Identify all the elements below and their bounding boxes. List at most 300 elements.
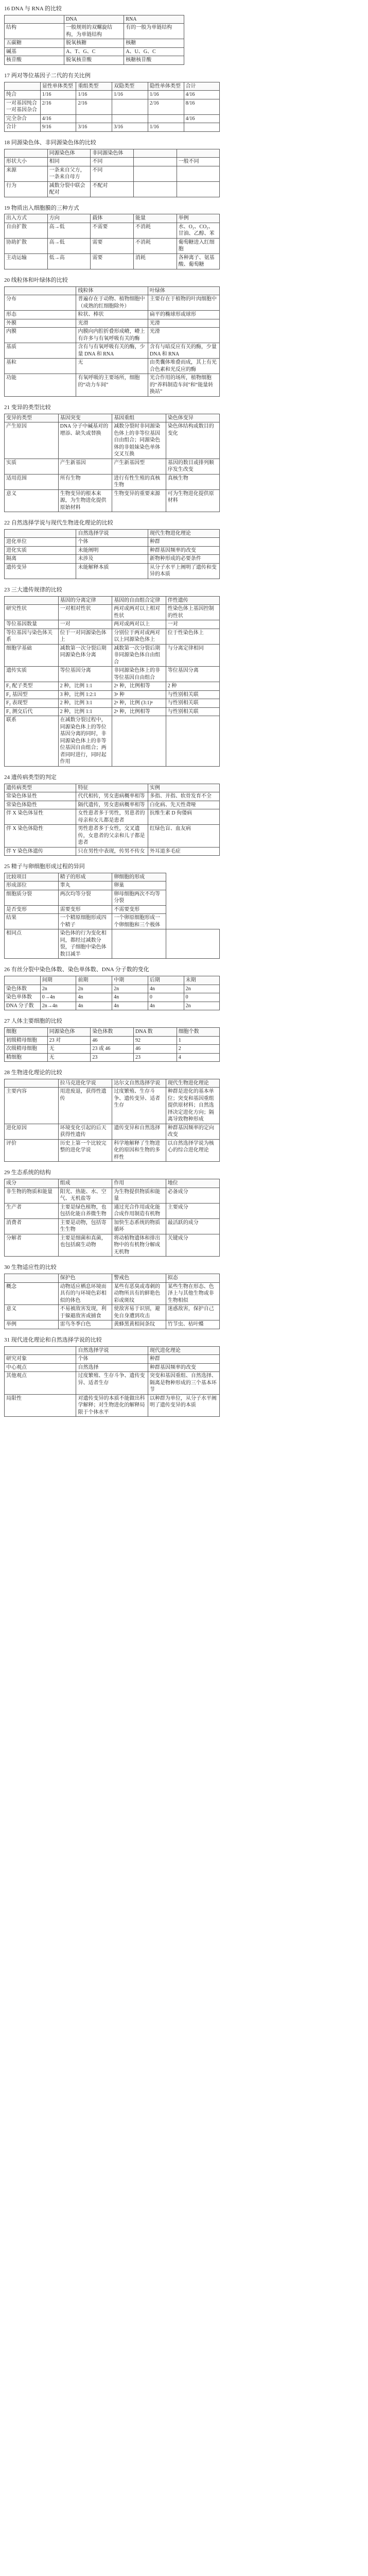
table-header-cell [5,596,59,605]
table-row [5,563,220,579]
table-header-row [5,82,220,91]
table-cell: 必备成分 [166,1188,220,1203]
table-cell: 无 [47,1045,91,1054]
table-cell: 功能 [5,374,76,397]
table-cell: 需要变形 [58,905,112,914]
section-title: 24 遗传病类型的判定 [4,774,57,781]
table-row [5,716,220,767]
table-cell: 常染色体显性 [5,792,76,801]
table-cell: 卵巢 [112,882,166,890]
table-cell: 生物变异的重要来源 [112,489,166,512]
table-cell: 4n [148,1002,184,1010]
table-header-cell: RNA [124,15,184,24]
table-row [5,295,220,311]
table-header-cell [5,82,41,91]
table-cell: 未能阐明 [76,546,148,555]
table-cell: 五碳糖 [5,39,64,48]
table-cell: 基粒 [5,359,76,374]
table-header-cell [5,1079,59,1088]
table-header-cell: 自然选择学说 [76,1346,148,1355]
table-cell: 4 [177,1053,220,1062]
table-cell: 白化病、先天性聋哑 [148,801,219,809]
table-header-cell: 合计 [184,82,220,91]
table-row [5,1372,220,1395]
table-row [5,1305,220,1320]
table-header-cell: 间期 [40,976,76,985]
table-row [5,1124,220,1139]
table-row [5,123,220,132]
table-cell: 形态 [5,311,76,319]
table-header-row [5,976,220,985]
table-cell: 消费者 [5,1218,59,1234]
table-cell: 脱氧核苷酸 [64,56,124,65]
table-cell: 次级精母细胞 [5,1045,48,1054]
table-cell: 外膜 [5,319,76,328]
table-cell: 举例 [5,1320,59,1329]
table-cell: 产生原因 [5,422,59,459]
table-cell: 隔代遗传，男女患病概率相等 [76,801,148,809]
table-cell: 遗传变异和自然选择 [112,1124,166,1139]
section [4,277,364,397]
table-cell: 性染色体上基因控制的性状 [166,605,220,620]
table-header-cell: 现代生物进化理论 [166,1079,220,1088]
table-cell: 分布 [5,295,76,311]
table-cell: 减数第一次分裂后期同源染色体分离 [58,644,112,667]
table-row [5,359,220,374]
table-row [5,374,220,397]
table-cell: 以自然选择学说为核心的综合进化理论 [166,1139,220,1162]
table-cell: 3/16 [76,123,112,132]
table-row [5,825,220,848]
table-header-cell [5,149,48,158]
table-cell: 与性别相关联 [166,699,220,708]
table-row [5,546,220,555]
table-cell: 关键成分 [166,1234,220,1257]
section [4,1018,364,1062]
table-cell: 不消耗 [134,223,177,238]
table-row [5,311,220,319]
table-cell: 染色体的行为变化相同，都经过减数分裂，子细胞中染色体数目减半 [58,929,112,959]
section-title: 20 线粒体和叶绿体的比较 [4,277,68,283]
table-cell: 位于一对同源染色体上 [58,629,112,644]
table-cell [112,99,148,114]
table-cell [184,123,220,132]
table-cell: 进化原因 [5,1124,59,1139]
section-title: 22 自然选择学说与现代生物进化理论的比较 [4,520,113,527]
table-cell: 核糖核苷酸 [124,56,184,65]
table-cell: 一对相对性状 [58,605,112,620]
table-header-cell: 自然选择学说 [76,529,148,538]
table-cell: 与分离定律相同 [166,644,220,667]
table-cell: 过度繁殖、生存斗争、遗传变异、适者生存 [76,1372,148,1395]
table-header-cell: 精子的形成 [58,873,112,882]
section [4,1169,364,1257]
table-header-cell [5,286,76,295]
table-row [5,47,184,56]
table-cell: 92 [134,1036,177,1045]
table-cell: 低→高 [47,253,91,269]
table-cell: 4/16 [184,91,220,99]
table-row [5,99,220,114]
section [4,519,364,579]
table-header-cell: 细胞 [5,1028,48,1037]
table-cell: 需要 [91,253,134,269]
table-row [5,474,220,489]
comparison-table [4,15,184,65]
table-header-cell: 卵细胞的形成 [112,873,166,882]
table-row [5,181,220,197]
table-row [5,993,220,1002]
comparison-table [4,149,220,197]
table-cell: 0 [184,993,220,1002]
table-cell: 1/16 [40,91,76,99]
table-row [5,1053,220,1062]
table-row [5,422,220,459]
table-cell: 1/16 [76,91,112,99]
table-header-cell: 警戒色 [112,1274,166,1283]
table-cell: 1 [177,1036,220,1045]
table-header-row [5,286,220,295]
table-cell: 种群 [148,1355,219,1364]
table-header-cell: 遗传病类型 [5,784,76,792]
table-cell: 不同 [91,166,134,181]
table-header-cell [5,529,76,538]
table-cell: 过度繁殖、生存斗争、遗传变异、适者生存 [112,1088,166,1124]
table-cell: 2 [177,1045,220,1054]
table-cell: 等位基因分离 [166,667,220,682]
table-cell: 未能解释本质 [76,563,148,579]
table-cell: F₂ 基因型 [5,690,59,699]
table-cell: 基质 [5,343,76,359]
section-title: 16 DNA 与 RNA 的比较 [4,6,62,12]
table-row [5,890,220,905]
table-cell: 进化单位 [5,538,76,547]
table-row [5,24,184,39]
table-cell: 局限性 [5,1394,76,1417]
table-row [5,114,220,123]
table-header-cell: 组成 [58,1179,112,1188]
comparison-table [4,976,220,1010]
table-cell: 粒状、棒状 [76,311,148,319]
table-cell: 含有与暗反应有关的酶，少量 DNA 和 RNA [148,343,219,359]
table-row [5,792,220,801]
table-cell: 种群基因频率的定向改变 [166,1124,220,1139]
table-cell: 光滑 [148,319,219,328]
table-cell: 初级精母细胞 [5,1036,48,1045]
table-cell: 等位基因分离 [58,667,112,682]
table-cell: 两对或两对以上相对性状 [112,605,166,620]
table-cell: DNA 分子中碱基对的增添、缺失或替换 [58,422,112,459]
table-header-cell: 方向 [47,214,91,223]
table-header-cell: 后期 [148,976,184,985]
table-cell: 碱基 [5,47,64,56]
table-cell: 非生物的物质和能量 [5,1188,59,1203]
table-cell: 8/16 [184,99,220,114]
table-header-cell: 前期 [76,976,112,985]
section-title: 23 三大遗传规律的比较 [4,586,62,593]
table-cell [134,158,177,166]
table-header-cell: 保护色 [58,1274,112,1283]
table-cell: 位于性染色体上 [166,629,220,644]
table-header-cell: 伴性遗传 [166,596,220,605]
table-row [5,1320,220,1329]
table-cell: 代代相传，男女患病概率相等 [76,792,148,801]
table-cell: 加快生态系统的物质循环 [112,1218,166,1234]
table-cell: 进行有性生殖的真核生物 [112,474,166,489]
table-header-cell: 变异的类型 [5,414,59,422]
section-title: 19 物质出入细胞膜的三种方式 [4,205,79,211]
table-cell: 环境变化引起的后天获得性遗传 [58,1124,112,1139]
table-cell: 普遍存在于动物、植物细胞中（成熟的红细胞除外） [76,295,148,311]
table-cell: 9/16 [40,123,76,132]
table-header-cell: 基因的分离定律 [58,596,112,605]
table-header-row [5,1079,220,1088]
table-cell [112,114,148,123]
table-cell: 23 [134,1053,177,1062]
table-header-cell: 基因重组 [112,414,166,422]
table-cell: 各种离子、氨基酸、葡萄糖 [177,253,220,269]
section-title: 26 有丝分裂中染色体数、染色单体数、DNA 分子数的变化 [4,967,149,973]
table-row [5,809,220,825]
table-header-cell: 叶绿体 [148,286,219,295]
table-cell: 卵母细胞两次不均等分裂 [112,890,166,905]
table-cell: 以种群为单位，从分子水平阐明了遗传变异的本质 [148,1394,219,1417]
table-row [5,620,220,629]
table-cell: 未涉及 [76,555,148,564]
section-title: 27 人体主要细胞的比较 [4,1018,62,1025]
table-cell: 合计 [5,123,41,132]
table-cell: 2/16 [76,99,112,114]
table-cell [76,114,112,123]
table-cell: 主要存在于植物的叶肉细胞中 [148,295,219,311]
table-cell: 46 [134,1045,177,1054]
table-row [5,605,220,620]
table-header-cell: 线粒体 [76,286,148,295]
table-cell: 光合作用的场所，植物细胞的“养料制造车间”和“能量转换站” [148,374,219,397]
table-row [5,91,220,99]
table-cell: 外耳道多毛症 [148,847,219,856]
table-row [5,489,220,512]
table-header-cell [134,149,177,158]
table-cell: 种群 [148,538,219,547]
section [4,72,364,132]
table-row [5,682,220,691]
table-cell: 水、O₂、CO₂、甘油、乙醇、苯 [177,223,220,238]
table-row [5,1036,220,1045]
table-header-cell: 中期 [112,976,148,985]
table-cell: 不需要 [91,223,134,238]
comparison-table [4,1274,220,1329]
section [4,586,364,767]
table-cell: 无 [47,1053,91,1062]
table-cell: 光滑 [76,319,148,328]
table-cell: 非同源染色体上的非等位基因自由组合 [112,667,166,682]
table-cell: 伴 X 染色体隐性 [5,825,76,848]
table-cell: 在减数分裂过程中，同源染色体上的等位基因分离的同时，非同源染色体上的非等位基因自由组合；两者同时进行，同时起作用 [58,716,112,767]
table-cell: 多指、并指、软骨发育不全 [148,792,219,801]
table-cell: 与性别相关联 [166,690,220,699]
table-row [5,985,220,993]
comparison-table [4,1079,220,1162]
table-row [5,847,220,856]
table-row [5,328,220,343]
table-cell: 精细胞 [5,1053,48,1062]
table-row [5,1002,220,1010]
table-header-cell [5,976,41,985]
table-header-row [5,15,184,24]
table-cell: 形状大小 [5,158,48,166]
section [4,1069,364,1162]
table-cell: 使敌害易于识别，避免自身遭到攻击 [112,1305,166,1320]
table-cell: 高→低 [47,238,91,253]
section [4,1264,364,1329]
table-cell: 动物适应栖息环境而具有的与环境色彩相似的体色 [58,1282,112,1305]
table-cell: 一般规则的双螺旋结构，为单链结构 [64,24,124,39]
table-cell: 分别位于两对或两对以上同源染色体上 [112,629,166,644]
table-cell: 23 对 [47,1036,91,1045]
table-header-row [5,529,220,538]
table-cell: 1/16 [112,91,148,99]
table-cell [134,166,177,181]
table-header-cell: DNA 数 [134,1028,177,1037]
section-title: 17 两对等位基因子二代的有关比例 [4,72,91,79]
table-row [5,1203,220,1218]
table-cell [134,181,177,197]
table-row [5,459,220,474]
table-cell: 有的一般为单链结构 [124,24,184,39]
table-header-cell: 拟态 [166,1274,220,1283]
table-cell: 2 种，比例 3:1 [58,699,112,708]
comparison-table [4,784,220,856]
table-row [5,882,220,890]
table-cell: 伴 X 染色体显性 [5,809,76,825]
comparison-table [4,214,220,269]
table-cell: 结构 [5,24,64,39]
table-cell: 主要成分 [166,1203,220,1218]
table-header-cell: 地位 [166,1179,220,1188]
comparison-table [4,529,220,579]
section-title: 29 生态系统的结构 [4,1170,51,1176]
table-header-cell: 现代生物进化理论 [148,529,219,538]
table-cell: 主动运输 [5,253,48,269]
table-header-cell: 重组类型 [76,82,112,91]
table-header-cell: 现代进化理论 [148,1346,219,1355]
table-cell: 其他观点 [5,1372,76,1395]
table-cell [112,929,166,959]
table-header-cell: 拉马克进化学说 [58,1079,112,1088]
table-cell: 自由扩散 [5,223,48,238]
table-cell: 0 [148,993,184,1002]
table-row [5,1363,220,1372]
table-cell: 一对 [166,620,220,629]
table-cell: 不消耗 [134,238,177,253]
table-cell: 生物变异的根本来源，为生物进化提供原始材料 [58,489,112,512]
table-cell: 伴 Y 染色体遗传 [5,847,76,856]
table-cell: 相同点 [5,929,59,959]
table-cell: 种群基因频率的改变 [148,1363,219,1372]
table-cell: 2ⁿ 种，比例相等 [112,707,166,716]
table-cell: 有氧呼吸的主要场所，细胞的“动力车间” [76,374,148,397]
table-cell: 与性别相关联 [166,707,220,716]
table-row [5,1218,220,1234]
table-cell [112,716,166,767]
table-row [5,629,220,644]
table-cell: 内膜向内腔折叠形成嵴，嵴上有许多与有氧呼吸有关的酶 [76,328,148,343]
table-cell: 为生物提供物质和能量 [112,1188,166,1203]
table-cell: 遗传变异 [5,563,76,579]
table-row [5,166,220,181]
table-header-cell: 显性单体类型 [40,82,76,91]
table-cell: 评价 [5,1139,59,1162]
table-cell: 2/16 [148,99,184,114]
table-header-cell: DNA [64,15,124,24]
section [4,966,364,1010]
table-cell: 分解者 [5,1234,59,1257]
table-cell: 2/16 [40,99,76,114]
table-cell: 核糖 [124,39,184,48]
table-row [5,1394,220,1417]
table-row [5,690,220,699]
table-header-cell: 出入方式 [5,214,48,223]
table-row [5,555,220,564]
table-cell: 雷鸟冬季白色 [58,1320,112,1329]
table-cell: 等位基因与染色体关系 [5,629,59,644]
table-cell: 通过光合作用或化能合成作用制造有机物 [112,1203,166,1218]
section-title: 30 生物适应性的比较 [4,1264,57,1271]
table-cell: 含有与有氧呼吸有关的酶，少量 DNA 和 RNA [76,343,148,359]
table-header-cell: 细胞个数 [177,1028,220,1037]
section [4,1336,364,1417]
table-cell: 核苷酸 [5,56,64,65]
table-cell: 黄蜂黑黄相间条纹 [112,1320,166,1329]
section [4,5,364,65]
table-cell: 2n [76,985,112,993]
table-row [5,699,220,708]
table-row [5,1234,220,1257]
table-row [5,905,220,914]
table-cell: 减数分裂时非同源染色体上的非等位基因自由组合；同源染色体的非姐妹染色单体交叉互换 [112,422,166,459]
table-cell: 4n [112,1002,148,1010]
table-cell: 由类囊体堆叠而成，其上有光合色素和光反应的酶 [148,359,219,374]
table-row [5,158,220,166]
table-row [5,319,220,328]
table-header-row [5,414,220,422]
table-cell: 男性患者多于女性，交叉遗传，女患者的父亲和儿子都是患者 [76,825,148,848]
section [4,774,364,856]
table-cell: 结果 [5,914,59,929]
table-cell: 将动植物遗体和排出物中的有机物分解成无机物 [112,1234,166,1257]
table-cell: 种群基因频率的改变 [148,546,219,555]
table-cell: 所有生物 [58,474,112,489]
table-cell: DNA 分子数 [5,1002,41,1010]
section [4,139,364,197]
table-cell: 完全杂合 [5,114,41,123]
table-cell: 进化实质 [5,546,76,555]
table-cell: 相同 [47,158,91,166]
table-cell: 细胞学基础 [5,644,59,667]
table-header-cell: 载体 [91,214,134,223]
table-cell: 葡萄糖进入红细胞 [177,238,220,253]
table-header-row [5,149,220,158]
table-cell: 常染色体隐性 [5,801,76,809]
table-cell: 最活跃的成分 [166,1218,220,1234]
table-cell: 内膜 [5,328,76,343]
table-cell: 2n [184,985,220,993]
table-cell: 等位基因数量 [5,620,59,629]
table-header-cell: 染色体变异 [166,414,220,422]
table-cell: 4n [112,993,148,1002]
table-cell: 历史上第一个比较完整的进化学说 [58,1139,112,1162]
